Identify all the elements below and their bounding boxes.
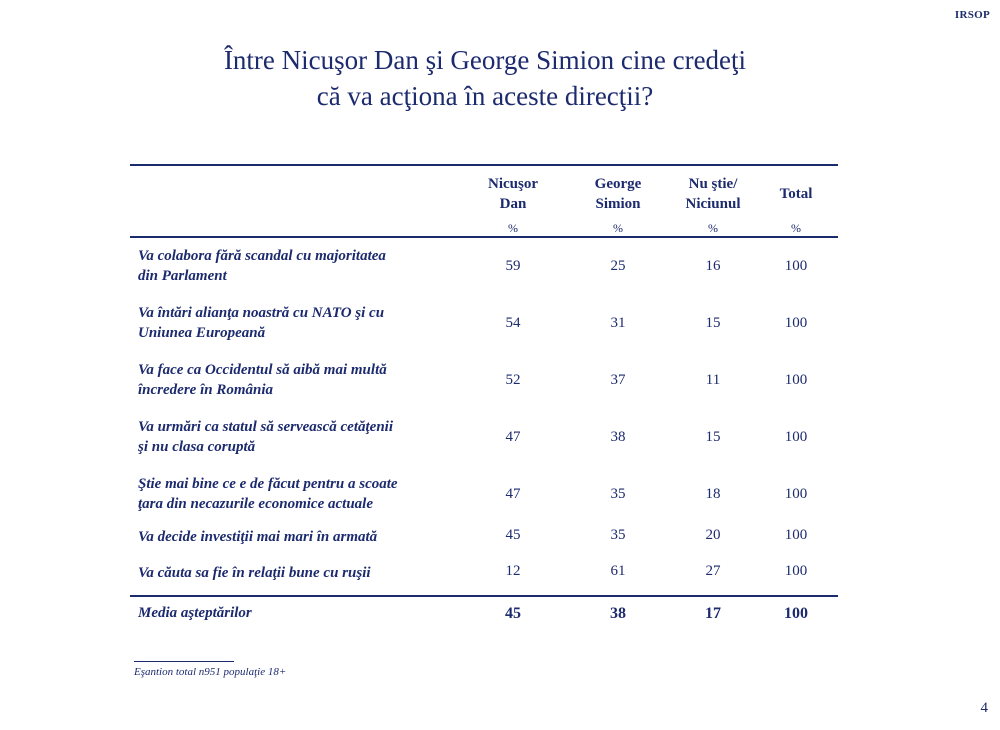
row-label-line: încredere în România <box>138 382 274 398</box>
title-line-2: că va acţiona în aceste direcţii? <box>316 81 654 111</box>
table-row <box>130 559 838 595</box>
row-label-line: Va colabora fără scandal cu majoritatea <box>138 248 386 264</box>
cell-value: 18 <box>705 486 721 502</box>
col-header-line: Nicuşor <box>488 176 538 192</box>
summary-value: 38 <box>610 605 626 622</box>
cell-value: 12 <box>505 563 521 579</box>
cell-value: 27 <box>705 563 721 579</box>
row-label <box>138 246 468 286</box>
col-unit: % <box>708 221 718 235</box>
table-row <box>130 523 838 559</box>
cell-value: 61 <box>610 563 626 579</box>
summary-label: Media aşteptărilor <box>138 605 252 621</box>
col-unit: % <box>791 221 801 235</box>
col-header-line: George <box>594 176 642 192</box>
slide-title <box>0 42 970 114</box>
col-header-line: Nu ştie/ <box>688 176 738 192</box>
table-row <box>130 466 838 523</box>
cell-value: 11 <box>705 372 721 388</box>
col-header-line: Simion <box>595 196 641 212</box>
cell-value: 52 <box>505 372 521 388</box>
cell-value: 100 <box>784 315 808 331</box>
summary-value: 17 <box>705 605 721 622</box>
summary-row <box>130 595 838 635</box>
cell-value: 20 <box>705 527 721 543</box>
row-label-line: Va urmări ca statul să servească cetăţenii <box>138 419 393 435</box>
col-header-george-simion <box>573 174 663 238</box>
row-label <box>138 563 468 583</box>
cell-value: 100 <box>784 563 808 579</box>
cell-value: 38 <box>610 429 626 445</box>
cell-value: 15 <box>705 429 721 445</box>
row-label-line: şi nu clasa coruptă <box>138 439 256 455</box>
footnote-divider <box>134 661 234 662</box>
title-line-1: Între Nicuşor Dan şi George Simion cine credeţi <box>223 45 747 75</box>
cell-value: 45 <box>505 527 521 543</box>
cell-value: 100 <box>784 429 808 445</box>
row-label-line: Uniunea Europeană <box>138 325 266 341</box>
row-label <box>138 474 468 514</box>
cell-value: 35 <box>610 527 626 543</box>
cell-value: 47 <box>505 486 521 502</box>
results-table <box>130 164 838 635</box>
cell-value: 15 <box>705 315 721 331</box>
col-unit: % <box>508 221 518 235</box>
col-header-line: Dan <box>499 196 527 212</box>
cell-value: 100 <box>784 372 808 388</box>
row-label-line: Ştie mai bine ce e de făcut pentru a scoate <box>138 476 398 492</box>
table-row <box>130 295 838 352</box>
table-row <box>130 409 838 466</box>
col-header-nu-stie <box>668 174 758 238</box>
brand-logo-text: IRSOP <box>954 9 990 21</box>
cell-value: 100 <box>784 527 808 543</box>
cell-value: 37 <box>610 372 626 388</box>
cell-value: 16 <box>705 258 721 274</box>
summary-value: 100 <box>784 605 808 622</box>
row-label-line: Va căuta sa fie în relaţii bune cu ruşii <box>138 565 371 581</box>
row-label-line: ţara din necazurile economice actuale <box>138 496 373 512</box>
footnote: Eşantion total n951 populaţie 18+ <box>134 666 287 678</box>
cell-value: 59 <box>505 258 521 274</box>
row-label-line: Va întări alianţa noastră cu NATO şi cu <box>138 305 385 321</box>
cell-value: 35 <box>610 486 626 502</box>
col-unit: % <box>613 221 623 235</box>
row-label <box>138 417 468 457</box>
col-header-line: Niciunul <box>685 196 741 212</box>
row-label <box>138 360 468 400</box>
col-header-line: Total <box>779 186 813 202</box>
cell-value: 25 <box>610 258 626 274</box>
row-label-line: Va decide investiţii mai mari în armată <box>138 529 378 545</box>
page-number: 4 <box>980 700 988 716</box>
row-label-line: din Parlament <box>138 268 227 284</box>
cell-value: 100 <box>784 258 808 274</box>
cell-value: 47 <box>505 429 521 445</box>
cell-value: 100 <box>784 486 808 502</box>
row-label-line: Va face ca Occidentul să aibă mai multă <box>138 362 387 378</box>
cell-value: 54 <box>505 315 521 331</box>
col-header-nicusor-dan <box>468 174 558 238</box>
row-label <box>138 303 468 343</box>
col-header-total <box>751 174 841 238</box>
summary-value: 45 <box>505 605 521 622</box>
table-row <box>130 238 838 295</box>
table-header <box>130 166 838 238</box>
cell-value: 31 <box>610 315 626 331</box>
table-row <box>130 352 838 409</box>
row-label <box>138 527 468 547</box>
